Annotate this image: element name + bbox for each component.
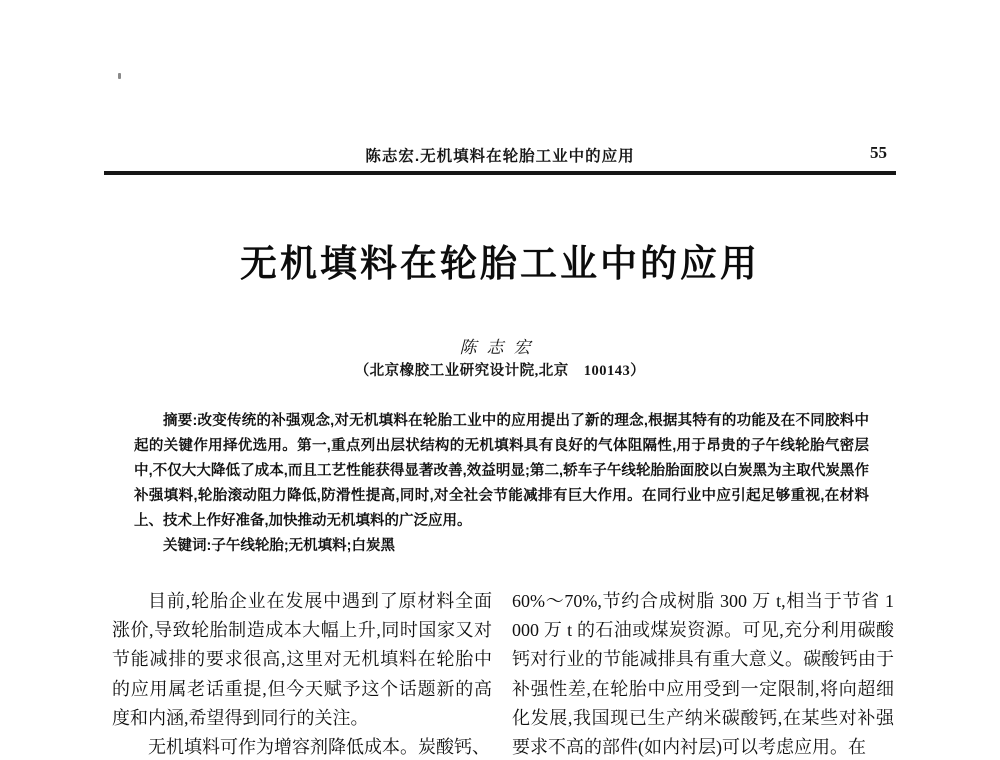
body-right-column: [512, 587, 894, 760]
article-title: 无机填料在轮胎工业中的应用: [240, 243, 760, 284]
body-paragraph: 无机填料可作为增容剂降低成本。炭酸钙、: [148, 737, 490, 758]
author-name: 陈志宏: [459, 338, 541, 357]
running-header-title: 陈志宏.无机填料在轮胎工业中的应用: [365, 148, 635, 165]
keywords-text: 子午线轮胎;无机填料;白炭黑: [211, 538, 395, 554]
abstract-label: 摘要:: [163, 413, 198, 429]
keywords-label: 关键词:: [163, 538, 212, 554]
abstract-paragraph: [134, 409, 869, 534]
header-rule: [104, 171, 896, 175]
abstract-text: 改变传统的补强观念,对无机填料在轮胎工业中的应用提出了新的理念,根据其特有的功能及在不同胶料中起的关键作用择优选用。第一,重点列出层状结构的无机填料具有良好的气体阻隔性,用于昂贵的子午线轮胎气密层中,不仅大大降低了成本,而且工艺性能获得显著改善,效益明显;第二,轿车子午线轮胎胎面胶以白炭黑为主取代炭黑作补强填料,轮胎滚动阻力降低,防滑性提高,同时,对全社会节能减排有巨大作用。在同行业中应引起足够重视,在材料上、技术上作好准备,加快推动无机填料的广泛应用。: [134, 413, 869, 529]
body-paragraph: 目前,轮胎企业在发展中遇到了原材料全面涨价,导致轮胎制造成本大幅上升,同时国家又对节能减排的要求很高,这里对无机填料在轮胎中的应用属老话重提,但今天赋予这个话题新的高度和内涵,希望得到同行的关注。: [112, 591, 492, 728]
body-paragraph: 60%～70%,节约合成树脂 300 万 t,相当于节省 1 000 万 t 的石油或煤炭资源。可见,充分利用碳酸钙对行业的节能减排具有重大意义。碳酸钙由于补强性差,在轮胎中应用受到一定限制,将向超细化发展,我国现已生产纳米碳酸钙,在某些对补强要求不高的部件(如内衬层)可以考虑应用。在: [512, 591, 894, 758]
body-left-column: [112, 587, 492, 760]
author-affiliation: （北京橡胶工业研究设计院,北京 100143）: [354, 363, 646, 379]
keywords-line: [134, 534, 869, 559]
abstract-block: [134, 409, 869, 559]
scan-artifact-speck: [118, 73, 121, 79]
page-number: 55: [870, 143, 887, 162]
